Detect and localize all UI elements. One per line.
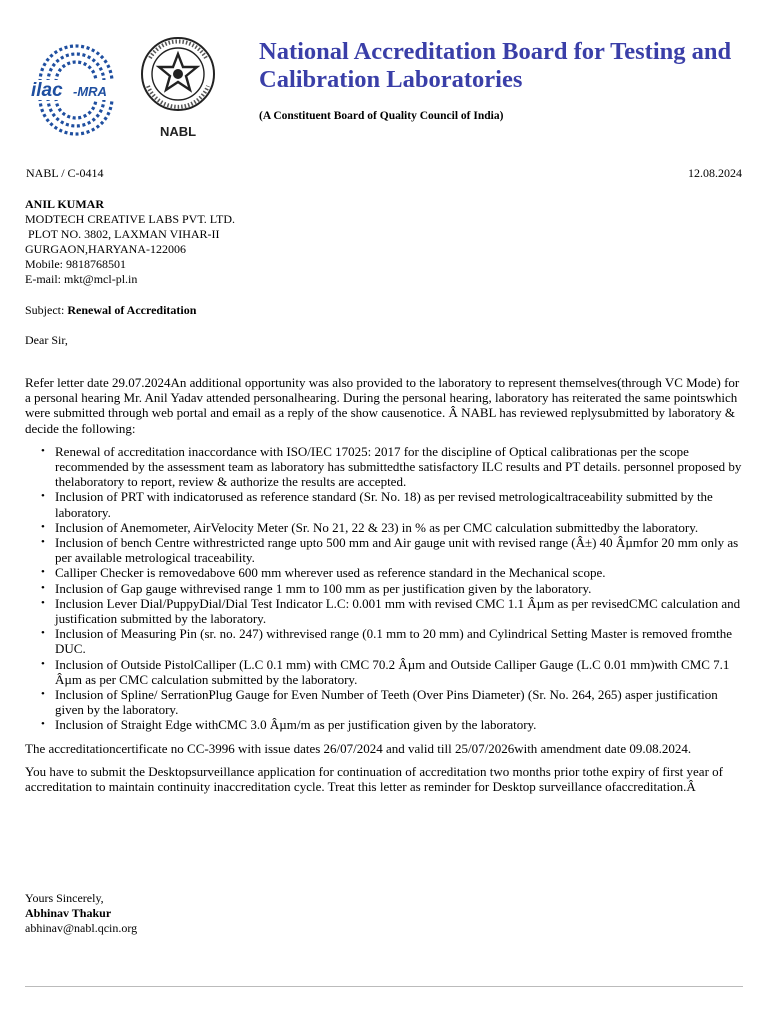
recipient-address [25,197,235,287]
mra-text: -MRA [73,84,107,99]
list-item: • Inclusion of Straight Edge withCMC 3.0 Âµm/m as per justification given by the laboratory. [55,717,747,732]
list-item: • Inclusion of Measuring Pin (sr. no. 247) withrevised range (0.1 mm to 20 mm) and Cylindrical Setting Master is removed fromthe DUC. [55,626,747,656]
letter-body [25,375,747,794]
org-title: National Accreditation Board for Testing and Calibration Laboratories [259,38,732,93]
signatory-name: Abhinav Thakur [25,906,112,920]
salutation: Dear Sir, [25,333,68,347]
recipient-address-line1: PLOT NO. 3802, LAXMAN VIHAR-II [25,227,220,241]
list-item: • Inclusion of Gap gauge withrevised range 1 mm to 100 mm as per justification given by the laboratory. [55,581,747,596]
letter-date: 12.08.2024 [688,166,742,180]
signature-block [25,891,137,936]
signatory-email: abhinav@nabl.qcin.org [25,921,138,935]
reference-number: NABL / C-0414 [26,166,104,180]
list-item: • Renewal of accreditation inaccordance with ISO/IEC 17025: 2017 for the discipline of Optical calibrationas per the scope recommended by the assessment team as laboratory has submittedthe satisfactory ILC results and PT details. personnel proposed by thelaboratory to report, review & authorize the results are accepted. [55,444,747,490]
intro-paragraph: Refer letter date 29.07.2024An additional opportunity was also provided to the laboratory to represent themselves(through VC Mode) for a personal hearing Mr. Anil Yadav attended personalhearing. During the personal hearing, laboratory has reiterated the same pointswhich were submitted through web portal and email as a reply of the show causenotice. Â NABL has reviewed replysubmitted by laboratory & decide the following: [25,375,740,436]
list-item: • Inclusion of bench Centre withrestricted range upto 500 mm and Air gauge unit with revised range (Â±) 40 Âµmfor 20 mm only as per available metrological traceability. [55,535,747,565]
nabl-logo [142,38,214,139]
list-item: • Inclusion of PRT with indicatorused as reference standard (Sr. No. 18) as per revised metrologicaltraceability submitted by the laboratory. [55,489,747,519]
recipient-mobile: Mobile: 9818768501 [25,257,126,271]
list-item: • Inclusion of Outside PistolCalliper (L.C 0.1 mm) with CMC 70.2 Âµm and Outside Calliper Gauge (L.C 0.01 mm)with CMC 7.1 Âµm as per CMC calculation submitted by the laboratory. [55,657,747,687]
recipient-company: MODTECH CREATIVE LABS PVT. LTD. [25,212,236,226]
footer-divider [25,986,743,987]
recipient-email: E-mail: mkt@mcl-pl.in [25,272,138,286]
surveillance-paragraph: You have to submit the Desktopsurveillance application for continuation of accreditation two months prior tothe expiry of first year of accreditation to maintain continuity inaccreditation cycle. Treat this letter as reminder for Desktop surveillance ofaccreditation.Â [25,763,723,795]
certificate-paragraph: The accreditationcertificate no CC-3996 with issue dates 26/07/2024 and valid till 25/07/2026with amendment date 09.08.2024. [25,740,692,756]
recipient-address-line2: GURGAON,HARYANA-122006 [25,242,187,256]
ilac-text: ilac [31,80,63,101]
subject-line [25,303,196,318]
ilac-mra-logo [30,46,122,134]
list-item: • Inclusion of Spline/ SerrationPlug Gauge for Even Number of Teeth (Over Pins Diameter) (Sr. No. 264, 265) asper justification given by the laboratory. [55,687,747,717]
list-item: • Inclusion of Anemometer, AirVelocity Meter (Sr. No 21, 22 & 23) in % as per CMC calculation submittedby the laboratory. [55,520,747,535]
subject-label: Subject: [25,303,65,317]
nabl-logo-text: NABL [159,124,197,139]
subject-text: Renewal of Accreditation [67,303,197,317]
recipient-name: ANIL KUMAR [25,197,105,211]
decision-list [25,444,747,733]
logo-group [26,36,256,146]
list-item: • Inclusion Lever Dial/PuppyDial/Dial Test Indicator L.C: 0.001 mm with revised CMC 1.1 Âµm as per revisedCMC calculation and justification submitted by the laboratory. [55,596,747,626]
closing: Yours Sincerely, [25,891,104,905]
logos-svg [26,36,256,146]
list-item: • Calliper Checker is removedabove 600 mm wherever used as reference standard in the Mechanical scope. [55,565,747,580]
constituent-line: (A Constituent Board of Quality Council of India) [259,110,504,122]
